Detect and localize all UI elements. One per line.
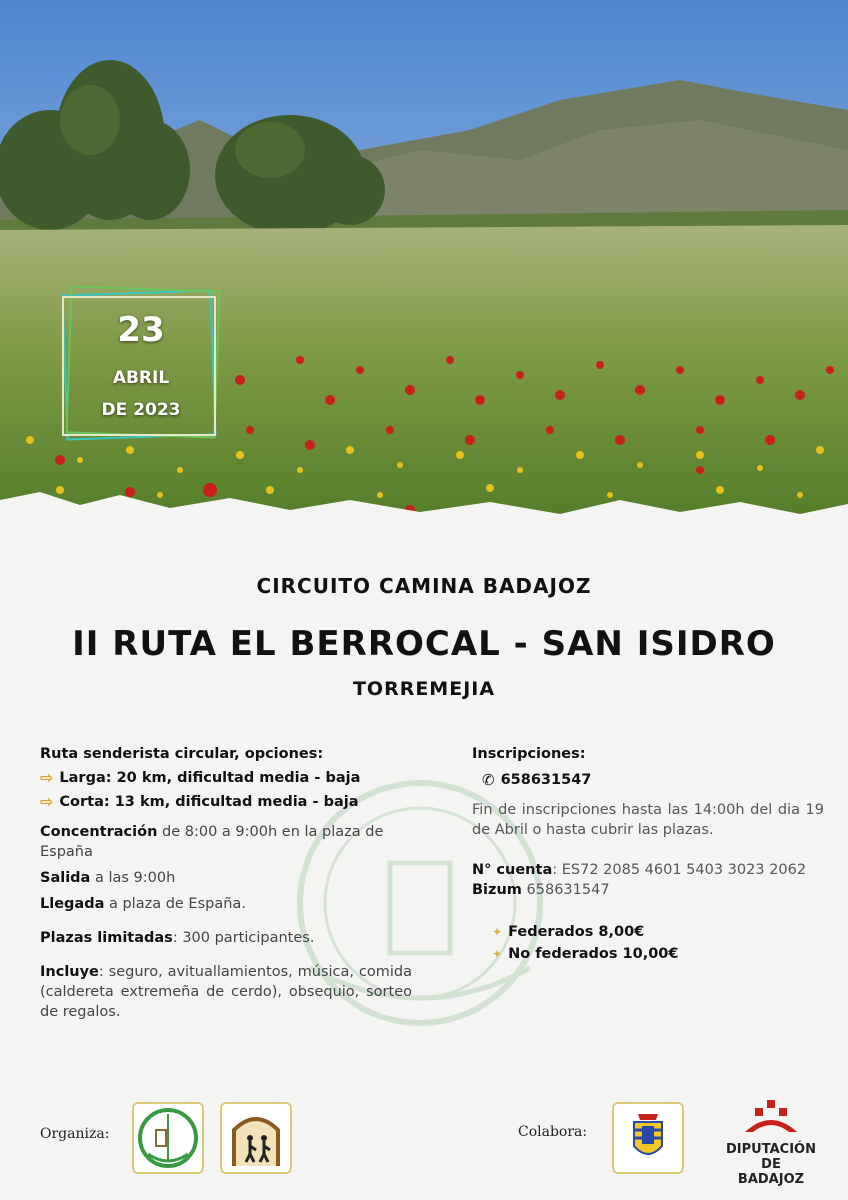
arrow-right-icon: ⇨ bbox=[40, 768, 54, 787]
coat-of-arms-icon bbox=[614, 1104, 682, 1172]
llegada-text: a plaza de España. bbox=[104, 896, 246, 912]
llegada-info bbox=[40, 894, 412, 914]
concentracion-label: Concentración bbox=[40, 824, 158, 840]
inscripciones-label: Inscripciones: bbox=[472, 746, 586, 762]
footer-sponsors bbox=[0, 1098, 848, 1188]
bizum-info bbox=[472, 880, 824, 900]
arrow-right-icon: ⇨ bbox=[40, 792, 54, 811]
salida-text: a las 9:00h bbox=[90, 870, 176, 886]
concentracion-text: de 8:00 a 9:00h en la plaza de España bbox=[40, 824, 384, 860]
route-option-text: Larga: 20 km, dificultad media - baja bbox=[59, 770, 361, 786]
route-option bbox=[40, 768, 412, 788]
route-title: II RUTA EL BERROCAL - SAN ISIDRO bbox=[72, 624, 776, 664]
club-emblem-icon bbox=[134, 1104, 202, 1172]
hiking-section-logo bbox=[220, 1102, 292, 1174]
registration-details bbox=[472, 744, 824, 966]
hero-landscape-image bbox=[0, 0, 848, 540]
route-option bbox=[40, 792, 412, 812]
phone-contact[interactable] bbox=[482, 770, 824, 790]
incluye-info bbox=[40, 962, 412, 1022]
organiza-label: Organiza: bbox=[40, 1126, 110, 1142]
diputacion-logo bbox=[726, 1098, 816, 1187]
phone-icon: ✆ bbox=[482, 771, 495, 789]
cuenta-text: : ES72 2085 4601 5403 3023 2062 bbox=[552, 862, 807, 878]
date-month: ABRIL bbox=[112, 368, 170, 388]
hikers-icon bbox=[222, 1104, 290, 1172]
bizum-text: 658631547 bbox=[521, 882, 610, 898]
route-option-text: Corta: 13 km, dificultad media - baja bbox=[59, 794, 359, 810]
fees-list bbox=[492, 922, 824, 964]
circuit-name: CIRCUITO CAMINA BADAJOZ bbox=[256, 574, 592, 598]
salida-info bbox=[40, 868, 412, 888]
incluye-label: Incluye bbox=[40, 964, 99, 980]
route-intro: Ruta senderista circular, opciones: bbox=[40, 746, 324, 762]
fee-text: No federados 10,00€ bbox=[508, 946, 679, 962]
date-day: 23 bbox=[117, 310, 165, 350]
plazas-label: Plazas limitadas bbox=[40, 930, 173, 946]
event-details bbox=[40, 744, 412, 1032]
diputacion-emblem-icon bbox=[741, 1098, 801, 1134]
town-name: TORREMEJIA bbox=[352, 678, 496, 700]
bizum-label: Bizum bbox=[472, 882, 522, 898]
deadline-text: Fin de inscripciones hasta las 14:00h del dia 19 de Abril o hasta cubrir las plazas. bbox=[472, 802, 824, 838]
plazas-text: : 300 participantes. bbox=[172, 930, 315, 946]
title-block bbox=[0, 574, 848, 700]
phone-number: 658631547 bbox=[500, 772, 592, 788]
club-logo bbox=[132, 1102, 204, 1174]
date-year: DE 2023 bbox=[101, 400, 181, 420]
fee-item bbox=[492, 922, 824, 942]
fee-text: Federados 8,00€ bbox=[508, 924, 645, 940]
llegada-label: Llegada bbox=[40, 896, 105, 912]
sparkle-icon: ✦ bbox=[492, 925, 503, 939]
concentracion-info bbox=[40, 822, 412, 862]
date-badge bbox=[58, 286, 224, 446]
town-hall-logo bbox=[612, 1102, 684, 1174]
diputacion-line2: DE BADAJOZ bbox=[737, 1157, 805, 1187]
cuenta-label: N° cuenta bbox=[472, 862, 553, 878]
sparkle-icon: ✦ bbox=[492, 947, 503, 961]
salida-label: Salida bbox=[40, 870, 91, 886]
diputacion-line1: DIPUTACIÓN bbox=[726, 1142, 816, 1157]
account-info bbox=[472, 860, 824, 880]
fee-item bbox=[492, 944, 824, 964]
incluye-text: : seguro, avituallamientos, música, comida (caldereta extremeña de cerdo), obsequio, sorteo de regalos. bbox=[40, 964, 412, 1020]
colabora-label: Colabora: bbox=[518, 1124, 588, 1140]
plazas-info bbox=[40, 928, 412, 948]
landscape-illustration bbox=[0, 0, 848, 540]
